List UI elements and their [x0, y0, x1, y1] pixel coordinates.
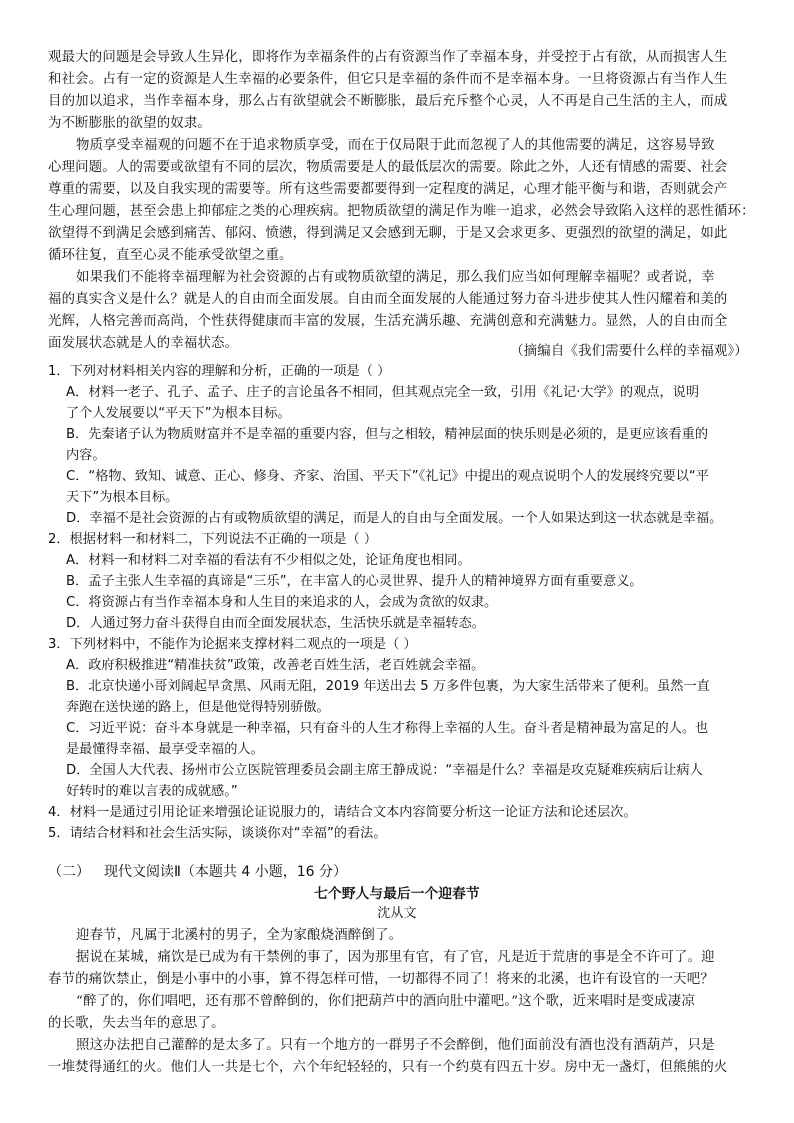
material-line: 生心理问题，甚至会患上抑郁症之类的心理疾病。把物质欲望的满足作为唯一追求，必然会导致陷入这样的恶性循环： — [48, 204, 755, 219]
section-heading: 现代文阅读Ⅱ（本题共 4 小题，16 分） — [104, 864, 347, 880]
option-a: A．材料一老子、孔子、孟子、庄子的言论虽各不相同，但其观点完全一致，引用《礼记·大学》的观点，说明 — [66, 385, 700, 400]
option-b: B．先秦诸子认为物质财富并不是幸福的重要内容，但与之相较，精神层面的快乐则是必须的，是更应该看重的 — [66, 427, 709, 442]
option-d: D．人通过努力奋斗获得自由而全面发展状态，生活快乐就是幸福转态。 — [66, 616, 485, 631]
story-author: 沈从文 — [377, 906, 417, 921]
option-c: C．将资源占有当作幸福本身和人生目的来追求的人，会成为贪欲的奴隶。 — [66, 595, 498, 610]
option-d-cont: 好转时的难以言表的成就感。” — [66, 784, 238, 799]
question-stem: 3．下列材料中，不能作为论据来支撑材料二观点的一项是（ ） — [48, 637, 417, 652]
story-line: 春节的痛饮禁止，倒是小事中的小事，算不得怎样可惜，一切都得不同了！将来的北溪，也许有设官的一天吧？ — [48, 972, 714, 987]
question-stem: 4．材料一是通过引用论证来增强论证说服力的，请结合文本内容简要分析这一论证方法和论述层次。 — [48, 805, 637, 820]
material-line: 物质享受幸福观的问题不在于追求物质享受，而在于仅局限于此而忽视了人的其他需要的满足，这容易导致 — [76, 138, 715, 153]
story-title: 七个野人与最后一个迎春节 — [314, 886, 480, 902]
option-a: A．材料一和材料二对幸福的看法有不少相似之处，论证角度也相同。 — [66, 553, 471, 568]
option-d: D．全国人大代表、扬州市公立医院管理委员会副主席王静成说：“幸福是什么？幸福是攻克疑难疾病后让病人 — [66, 763, 703, 778]
material-line: 观最大的问题是会导致人生异化，即将作为幸福条件的占有资源当作了幸福本身，并受控于占有欲，从而损害人生 — [48, 50, 728, 65]
story-line: 迎春节，凡属于北溪村的男子，全为家酿烧酒醉倒了。 — [76, 928, 403, 943]
material-line: 面发展状态就是人的幸福状态。 — [48, 336, 239, 351]
material-line: 如果我们不能将幸福理解为社会资源的占有或物质欲望的满足，那么我们应当如何理解幸福呢？或者说，幸 — [76, 270, 715, 285]
material-source: （摘编自《我们需要什么样的幸福观》） — [510, 344, 748, 359]
section-number: （二） — [48, 864, 90, 880]
material-line: 目的加以追求，当作幸福本身，那么占有欲望就会不断膨胀，最后充斥整个心灵，人不再是自己生活的主人，而成 — [48, 94, 728, 109]
story-line: “醉了的，你们唱吧，还有那不曾醉倒的，你们把葫芦中的酒向肚中灌吧。”这个歌，近来唱时是变成凄凉 — [76, 994, 695, 1009]
material-line: 心理问题。人的需要或欲望有不同的层次，物质需要是人的最低层次的需要。除此之外，人还有情感的需要、社会 — [48, 160, 728, 175]
option-c-cont: 是最懂得幸福、最享受幸福的人。 — [66, 742, 264, 757]
material-line: 和社会。占有一定的资源是人生幸福的必要条件，但它只是幸福的条件而不是幸福本身。一旦将资源占有当作人生 — [48, 72, 728, 87]
story-line: 照这办法把自己灌醉的是太多了。只有一个地方的一群男子不会醉倒，他们面前没有酒也没有酒葫芦，只是 — [76, 1038, 715, 1053]
material-line: 欲望得不到满足会感到痛苦、郁闷、愤懑，得到满足又会感到无聊，于是又会求更多、更强烈的欲望的满足，如此 — [48, 226, 728, 241]
option-a: A．政府积极推进“精准扶贫”政策，改善老百姓生活，老百姓就会幸福。 — [66, 658, 485, 673]
story-line: 的长歌，失去当年的意思了。 — [48, 1016, 225, 1031]
material-line: 为不断膨胀的欲望的奴隶。 — [48, 116, 212, 131]
option-c: C．“格物、致知、诚意、正心、修身、齐家、治国、平天下”《礼记》中提出的观点说明个人的发展终究要以“平 — [66, 469, 709, 484]
story-line: 据说在某城，痛饮是已成为有干禁例的事了，因为那里有官，有了官，凡是近于荒唐的事是全不许可了。迎 — [76, 950, 715, 965]
option-c-cont: 天下”为根本目标。 — [66, 490, 179, 505]
option-b-cont: 奔跑在送快递的路上，但是他觉得特别骄傲。 — [66, 700, 330, 715]
question-stem: 1．下列对材料相关内容的理解和分析，正确的一项是（ ） — [48, 364, 391, 379]
question-stem: 5．请结合材料和社会生活实际，谈谈你对“幸福”的看法。 — [48, 826, 387, 841]
question-stem: 2．根据材料一和材料二，下列说法不正确的一项是（ ） — [48, 532, 378, 547]
material-line: 尊重的需要，以及自我实现的需要等。所有这些需要都要得到一定程度的满足，心理才能平衡与和谐，否则就会产 — [48, 182, 728, 197]
material-line: 循环往复，直至心灵不能承受欲望之重。 — [48, 248, 293, 263]
option-b: B．孟子主张人生幸福的真谛是“三乐”，在丰富人的心灵世界、提升人的精神境界方面有重要意义。 — [66, 574, 643, 589]
option-b-cont: 内容。 — [66, 448, 106, 463]
material-line: 福的真实含义是什么？就是人的自由而全面发展。自由而全面发展的人能通过努力奋斗进步使其人性闪耀着和美的 — [48, 292, 728, 307]
option-c: C．习近平说：奋斗本身就是一种幸福，只有奋斗的人生才称得上幸福的人生。奋斗者是精神最为富足的人。也 — [66, 721, 709, 736]
option-a-cont: 了个人发展要以“平天下”为根本目标。 — [66, 406, 291, 421]
option-d: D．幸福不是社会资源的占有或物质欲望的满足，而是人的自由与全面发展。一个人如果达到这一状态就是幸福。 — [66, 511, 723, 526]
option-b: B．北京快递小哥刘阔起早贪黑、风雨无阻，2019 年送出去 5 万多件包裹，为大家生活带来了便利。虽然一直 — [66, 679, 710, 694]
material-line: 光辉，人格完善而高尚，个性获得健康而丰富的发展，生活充满乐趣、充满创意和充满魅力。显然，人的自由而全 — [48, 314, 728, 329]
story-line: 一堆焚得通红的火。他们人一共是七个，六个年纪轻轻的，只有一个约莫有四五十岁。房中无一盏灯，但熊熊的火 — [48, 1060, 728, 1075]
